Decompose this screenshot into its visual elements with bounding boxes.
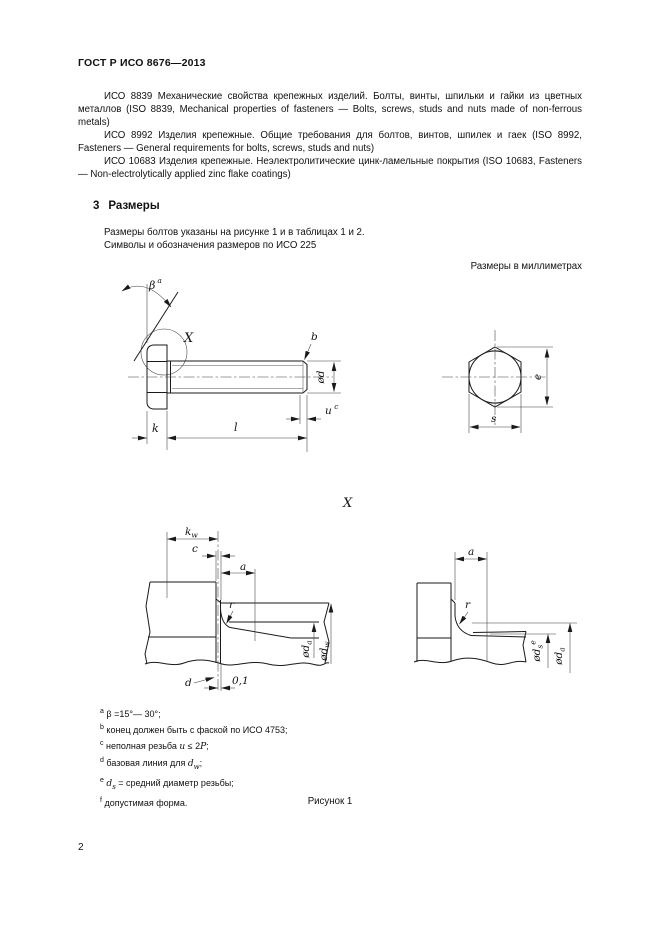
- detail-x-circle: [141, 329, 187, 375]
- transition-length-label: a: [240, 561, 247, 573]
- footnote: $^f$ допустимая форма.: [100, 796, 188, 808]
- datum-line-label: d: [185, 677, 192, 689]
- length-label: l: [234, 421, 238, 434]
- footnote-marker: d: [100, 757, 104, 764]
- width-across-flats-label: s: [491, 413, 497, 425]
- bolt-side-view: [122, 276, 341, 452]
- section-body-line: Размеры болтов указаны на рисунке 1 и в таблицах 1 и 2.: [104, 227, 365, 238]
- thread-end-label: b: [311, 331, 318, 343]
- reference-paragraph: ИСО 8992 Изделия крепежные. Общие требования для болтов, винтов, шпилек и гаек (ISO 8992, Fasteners — General requirements for bolts, screws, studs and nuts): [78, 130, 582, 154]
- footnote-marker: c: [100, 740, 104, 747]
- section-title: Размеры: [108, 200, 160, 212]
- fillet-radius-label: r: [465, 599, 471, 611]
- reference-paragraph: ИСО 8839 Механические свойства крепежных изделий. Болты, винты, шпильки и гайки из цветных металлов (ISO 8839, Mechanical properties of fasteners — Bolts, screws, studs and nuts made of non-ferrous metals): [78, 91, 582, 128]
- head-height-label: k: [152, 422, 159, 435]
- page-header: ГОСТ Р ИСО 8676—2013: [78, 57, 206, 69]
- beta-angle-label: β $^a$: [149, 276, 162, 292]
- transition-diameter-label: $ød_a$: [553, 647, 567, 665]
- footnote: $^e$ $d_s$ = средний диаметр резьбы;: [100, 776, 234, 791]
- section-body-line: Символы и обозначения размеров по ИСО 225: [104, 240, 317, 251]
- wrenching-height-label: $k_w$: [185, 526, 198, 540]
- section-number: 3: [93, 200, 100, 212]
- footnote-marker: e: [100, 776, 104, 784]
- detail-x-view: [145, 526, 332, 691]
- bolt-head-end-view: [442, 330, 553, 433]
- transition-diameter-label: $ød_a$: [300, 640, 314, 658]
- washer-face-thickness-label: c: [192, 543, 198, 555]
- footnote-marker: f: [100, 796, 102, 804]
- units-note: Размеры в миллиметрах: [470, 261, 582, 272]
- width-across-corners-label: e: [532, 373, 544, 381]
- footnote: $^a$ β =15°— 30°;: [100, 708, 161, 719]
- detail-x-label: X: [184, 331, 194, 346]
- offset-value-label: 0,1: [232, 675, 249, 687]
- reference-paragraph: ИСО 10683 Изделия крепежные. Неэлектролитические цинк-ламельные покрытия (ISO 10683, Fasteners — Non-electrolytically applied zinc flake coatings): [78, 156, 582, 180]
- footnote-marker: a: [100, 708, 104, 715]
- diameter-d-label: ød: [315, 370, 327, 384]
- footnote: $^d$ базовая линия для $d_w$;: [100, 757, 203, 771]
- footnote: $^b$ конец должен быть с фаской по ИСО 4753;: [100, 724, 288, 735]
- figure-footnotes: [100, 705, 520, 810]
- fillet-radius-label: r: [229, 599, 235, 611]
- mean-thread-diameter-label: $ød_s^e$: [528, 640, 545, 662]
- permissible-form-view: [414, 546, 577, 673]
- footnote-marker: b: [100, 724, 104, 731]
- figure-caption: Рисунок 1: [307, 796, 353, 807]
- detail-view-title: X: [343, 496, 353, 511]
- incomplete-thread-label: u $^c$: [325, 402, 339, 417]
- bearing-face-diameter-label: $ød_w$: [318, 641, 332, 661]
- page-number: 2: [78, 842, 84, 853]
- footnote: $^c$ неполная резьба u ≤ 2P;: [100, 740, 209, 752]
- transition-length-label: a: [468, 546, 475, 558]
